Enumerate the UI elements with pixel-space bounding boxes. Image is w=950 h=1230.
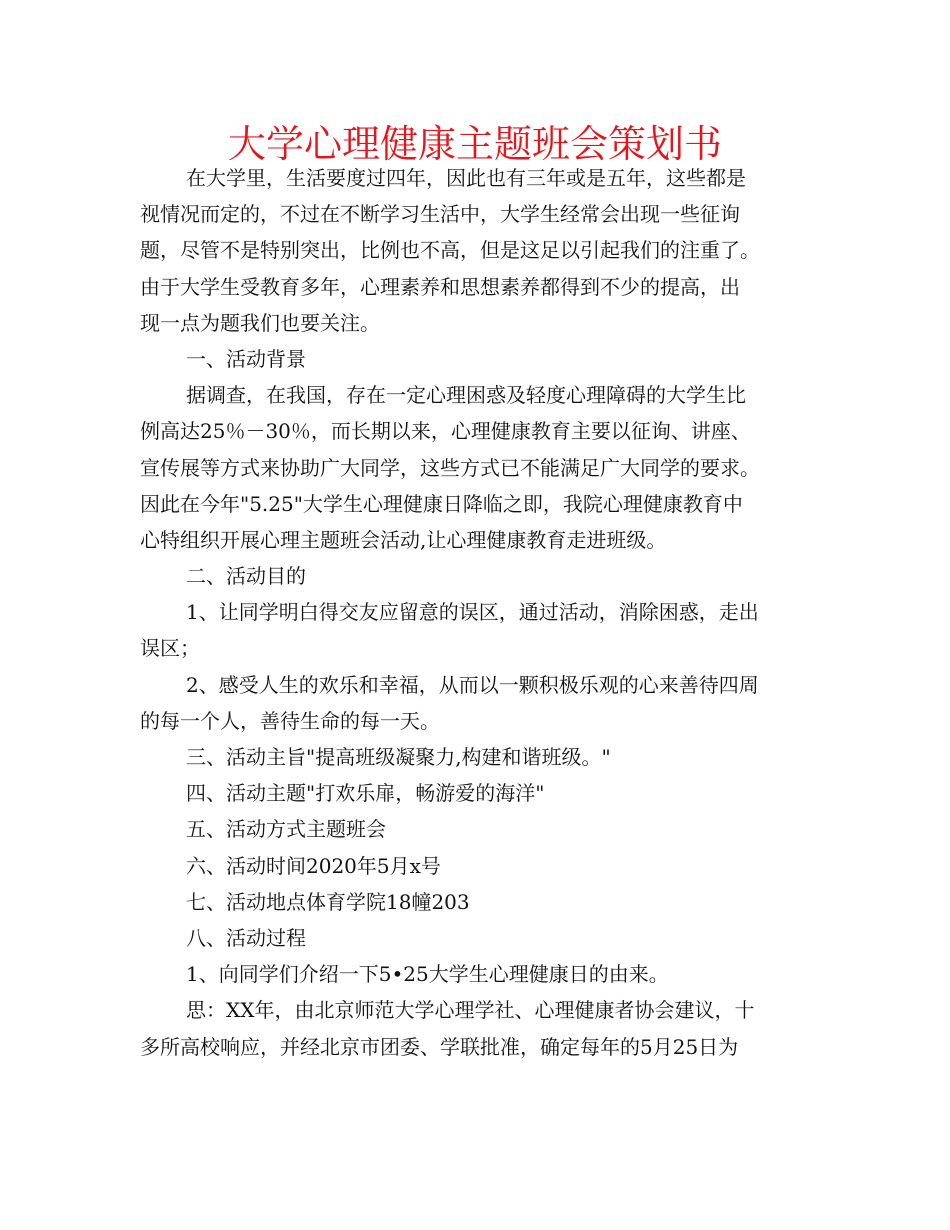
body-line: 宣传展等方式来协助广大同学，这些方式已不能满足广大同学的要求。 [140,455,760,480]
body-line: 心特组织开展心理主题班会活动,让心理健康教育走进班级。 [140,527,667,552]
body-line: 1、让同学明白得交友应留意的误区，通过活动，消除困惑，走出 [186,600,759,625]
body-line: 在大学里，生活要度过四年，因此也有三年或是五年，这些都是 [186,166,746,190]
body-line: 五、活动方式主题班会 [186,817,386,842]
body-line: 例高达25％－30％，而长期以来，心理健康教育主要以征询、讲座、 [140,419,751,444]
body-line: 现一点为题我们也要关注。 [140,310,380,335]
body-line: 2、感受人生的欢乐和幸福，从而以一颗积极乐观的心来善待四周 [186,672,759,697]
body-line: 三、活动主旨"提高班级凝聚力,构建和谐班级。" [186,745,611,769]
body-line: 六、活动时间2020年5月x号 [186,853,441,878]
body-line: 的每一个人，善待生命的每一天。 [140,708,440,733]
body-line: 由于大学生受教育多年，心理素养和思想素养都得到不少的提高，出 [140,274,740,299]
body-line: 误区； [140,636,200,661]
document-body [140,160,830,1065]
body-line: 1、向同学们介绍一下5•25大学生心理健康日的由来。 [186,962,669,987]
body-line: 据调查，在我国，存在一定心理困惑及轻度心理障碍的大学生比 [186,383,746,408]
body-line: 多所高校响应，并经北京市团委、学联批准，确定每年的5月25日为 [140,1034,739,1059]
body-line: 因此在今年"5.25"大学生心理健康日降临之即，我院心理健康教育中 [140,491,743,516]
body-line: 七、活动地点体育学院18幢203 [186,889,470,914]
body-line: 八、活动过程 [186,925,306,950]
body-line: 思：XX年，由北京师范大学心理学社、心理健康者协会建议，十 [186,998,755,1023]
body-line: 题，尽管不是特别突出，比例也不高，但是这足以引起我们的注重了。 [140,238,760,263]
body-line: 二、活动目的 [186,564,306,589]
body-line: 一、活动背景 [186,346,306,371]
body-line: 四、活动主题"打欢乐扉，畅游爱的海洋" [186,781,545,806]
body-line: 视情况而定的，不过在不断学习生活中，大学生经常会出现一些征询 [140,202,740,227]
document-title: 大学心理健康主题班会策划书 [227,122,722,166]
